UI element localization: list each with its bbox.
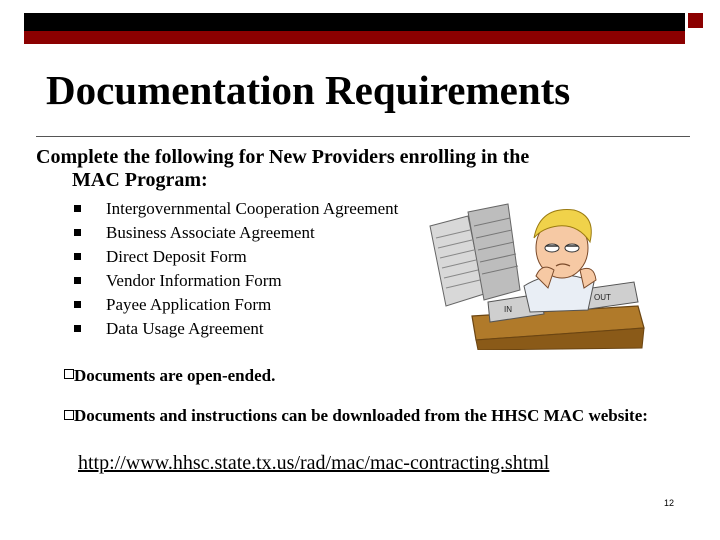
- form-item-label: Payee Application Form: [106, 295, 272, 314]
- list-item: [74, 293, 398, 317]
- list-item: [74, 221, 398, 245]
- list-item: [74, 197, 398, 221]
- paper-stack-icon: [430, 204, 520, 306]
- form-item-label: Data Usage Agreement: [106, 319, 264, 338]
- form-item-label: Vendor Information Form: [106, 271, 282, 290]
- form-item-label: Intergovernmental Cooperation Agreement: [106, 199, 399, 218]
- worker-figure-icon: [524, 210, 596, 312]
- square-bullet-icon: [74, 205, 81, 212]
- header-bar-black: [24, 13, 685, 31]
- intro-line-1: Complete the following for New Providers enrolling in the: [36, 146, 530, 168]
- list-item: [74, 245, 398, 269]
- contracting-url-link[interactable]: http://www.hhsc.state.tx.us/rad/mac/mac-contracting.shtml: [78, 452, 550, 474]
- out-tray-label: OUT: [594, 293, 611, 302]
- square-bullet-icon: [74, 325, 81, 332]
- square-bullet-icon: [74, 253, 81, 260]
- list-item: [74, 269, 398, 293]
- list-item: [74, 317, 398, 341]
- square-bullet-icon: [74, 229, 81, 236]
- form-item-label: Business Associate Agreement: [106, 223, 315, 242]
- tired-worker-clipart: [428, 182, 648, 350]
- forms-list: [74, 197, 398, 341]
- square-bullet-icon: [74, 277, 81, 284]
- point-download: Documents and instructions can be downloaded from the HHSC MAC website:: [74, 406, 648, 425]
- intro-line-2: MAC Program:: [72, 169, 208, 191]
- in-tray-label: IN: [504, 305, 512, 314]
- page-number: 12: [664, 498, 675, 508]
- point-open-ended: Documents are open-ended.: [74, 366, 276, 385]
- slide-title: Documentation Requirements: [46, 67, 571, 113]
- hollow-square-bullet-icon: [64, 410, 74, 420]
- form-item-label: Direct Deposit Form: [106, 247, 247, 266]
- hollow-square-bullet-icon: [64, 369, 74, 379]
- header-bar-red: [24, 31, 685, 44]
- header-corner-square: [688, 13, 703, 28]
- square-bullet-icon: [74, 301, 81, 308]
- title-divider: [36, 136, 690, 137]
